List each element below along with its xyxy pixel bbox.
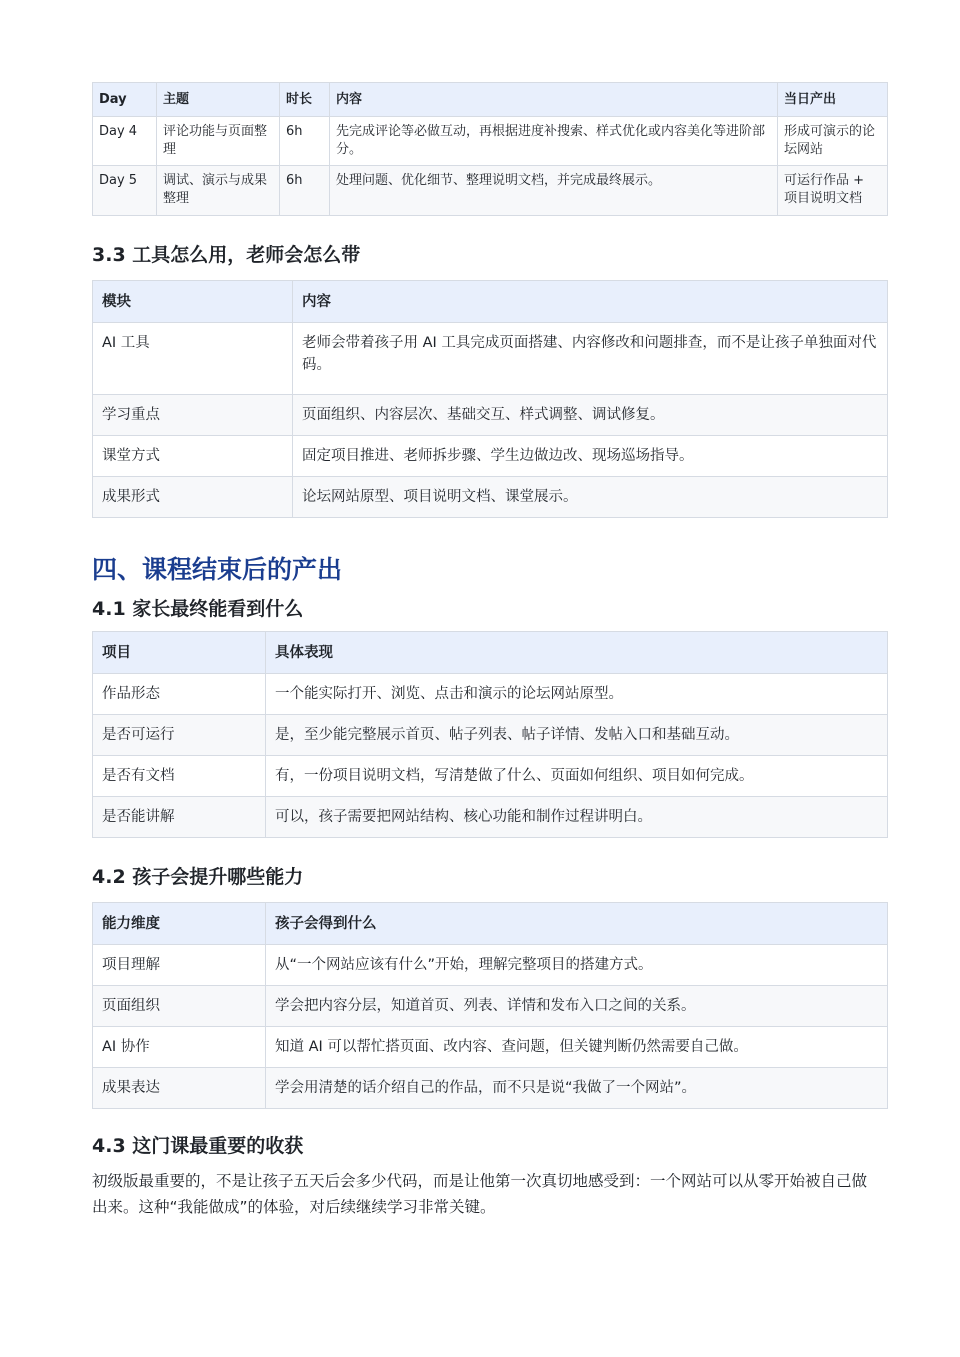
table-cell: 处理问题、优化细节、整理说明文档，并完成最终展示。 bbox=[330, 166, 778, 216]
table-cell: 6h bbox=[280, 166, 330, 216]
table-row bbox=[93, 797, 888, 838]
table-cell: 6h bbox=[280, 117, 330, 166]
table-cell: 调试、演示与成果整理 bbox=[157, 166, 280, 216]
table-cell: AI 工具 bbox=[93, 323, 293, 395]
section-3-3-title: 3.3 工具怎么用，老师会怎么带 bbox=[92, 244, 361, 266]
table-cell: 评论功能与页面整理 bbox=[157, 117, 280, 166]
table-row bbox=[93, 715, 888, 756]
outcome-table bbox=[92, 631, 888, 838]
outcome-header-cell: 具体表现 bbox=[266, 632, 888, 674]
table-row bbox=[93, 986, 888, 1027]
skills-header-cell: 孩子会得到什么 bbox=[266, 903, 888, 945]
table-cell: 论坛网站原型、项目说明文档、课堂展示。 bbox=[293, 477, 888, 518]
table-cell: 有，一份项目说明文档，写清楚做了什么、页面如何组织、项目如何完成。 bbox=[266, 756, 888, 797]
section-4-3-title: 4.3 这门课最重要的收获 bbox=[92, 1135, 304, 1157]
table-row bbox=[93, 1068, 888, 1109]
skills-header-row bbox=[93, 903, 888, 945]
skills-table bbox=[92, 902, 888, 1109]
table-cell: 成果表达 bbox=[93, 1068, 266, 1109]
table-cell: 可以，孩子需要把网站结构、核心功能和制作过程讲明白。 bbox=[266, 797, 888, 838]
table-cell: 可运行作品 + 项目说明文档 bbox=[778, 166, 888, 216]
table-cell: 学会用清楚的话介绍自己的作品，而不只是说“我做了一个网站”。 bbox=[266, 1068, 888, 1109]
table-row bbox=[93, 945, 888, 986]
table-cell: 形成可演示的论坛网站 bbox=[778, 117, 888, 166]
tools-table bbox=[92, 280, 888, 518]
schedule-header-cell: 当日产出 bbox=[778, 83, 888, 117]
table-row bbox=[93, 477, 888, 518]
section-4-1-title: 4.1 家长最终能看到什么 bbox=[92, 598, 304, 620]
table-cell: Day 4 bbox=[93, 117, 157, 166]
schedule-header-row bbox=[93, 83, 888, 117]
table-cell: 页面组织、内容层次、基础交互、样式调整、调试修复。 bbox=[293, 395, 888, 436]
table-cell: 课堂方式 bbox=[93, 436, 293, 477]
tools-header-row bbox=[93, 281, 888, 323]
tools-header-cell: 内容 bbox=[293, 281, 888, 323]
table-cell: AI 协作 bbox=[93, 1027, 266, 1068]
table-cell: 先完成评论等必做互动，再根据进度补搜索、样式优化或内容美化等进阶部分。 bbox=[330, 117, 778, 166]
table-cell: 是否可运行 bbox=[93, 715, 266, 756]
table-row bbox=[93, 395, 888, 436]
table-cell: 是，至少能完整展示首页、帖子列表、帖子详情、发帖入口和基础互动。 bbox=[266, 715, 888, 756]
skills-header-cell: 能力维度 bbox=[93, 903, 266, 945]
table-cell: 作品形态 bbox=[93, 674, 266, 715]
table-cell: 从“一个网站应该有什么”开始，理解完整项目的搭建方式。 bbox=[266, 945, 888, 986]
schedule-header-cell: 时长 bbox=[280, 83, 330, 117]
table-row bbox=[93, 166, 888, 216]
section-4-3-paragraph: 初级版最重要的，不是让孩子五天后会多少代码，而是让他第一次真切地感受到：一个网站可以从零开始被自己做出来。这种“我能做成”的体验，对后续继续学习非常关键。 bbox=[92, 1172, 868, 1216]
table-row bbox=[93, 1027, 888, 1068]
table-row bbox=[93, 674, 888, 715]
schedule-header-cell: 主题 bbox=[157, 83, 280, 117]
table-row bbox=[93, 756, 888, 797]
table-cell: 固定项目推进、老师拆步骤、学生边做边改、现场巡场指导。 bbox=[293, 436, 888, 477]
schedule-header-cell: 内容 bbox=[330, 83, 778, 117]
table-cell: 是否能讲解 bbox=[93, 797, 266, 838]
schedule-table bbox=[92, 82, 888, 216]
table-cell: 学会把内容分层，知道首页、列表、详情和发布入口之间的关系。 bbox=[266, 986, 888, 1027]
table-cell: 知道 AI 可以帮忙搭页面、改内容、查问题，但关键判断仍然需要自己做。 bbox=[266, 1027, 888, 1068]
section-4-2-title: 4.2 孩子会提升哪些能力 bbox=[92, 866, 304, 888]
table-row bbox=[93, 117, 888, 166]
table-cell: 老师会带着孩子用 AI 工具完成页面搭建、内容修改和问题排查，而不是让孩子单独面对代码。 bbox=[293, 323, 888, 395]
table-cell: 页面组织 bbox=[93, 986, 266, 1027]
table-cell: 学习重点 bbox=[93, 395, 293, 436]
schedule-header-cell: Day bbox=[93, 83, 157, 117]
table-cell: 成果形式 bbox=[93, 477, 293, 518]
table-cell: Day 5 bbox=[93, 166, 157, 216]
outcome-header-cell: 项目 bbox=[93, 632, 266, 674]
table-cell: 一个能实际打开、浏览、点击和演示的论坛网站原型。 bbox=[266, 674, 888, 715]
section-4-title: 四、课程结束后的产出 bbox=[92, 555, 343, 584]
document-page bbox=[92, 82, 887, 1220]
table-cell: 是否有文档 bbox=[93, 756, 266, 797]
table-cell: 项目理解 bbox=[93, 945, 266, 986]
outcome-header-row bbox=[93, 632, 888, 674]
table-row bbox=[93, 436, 888, 477]
tools-header-cell: 模块 bbox=[93, 281, 293, 323]
table-row bbox=[93, 323, 888, 395]
